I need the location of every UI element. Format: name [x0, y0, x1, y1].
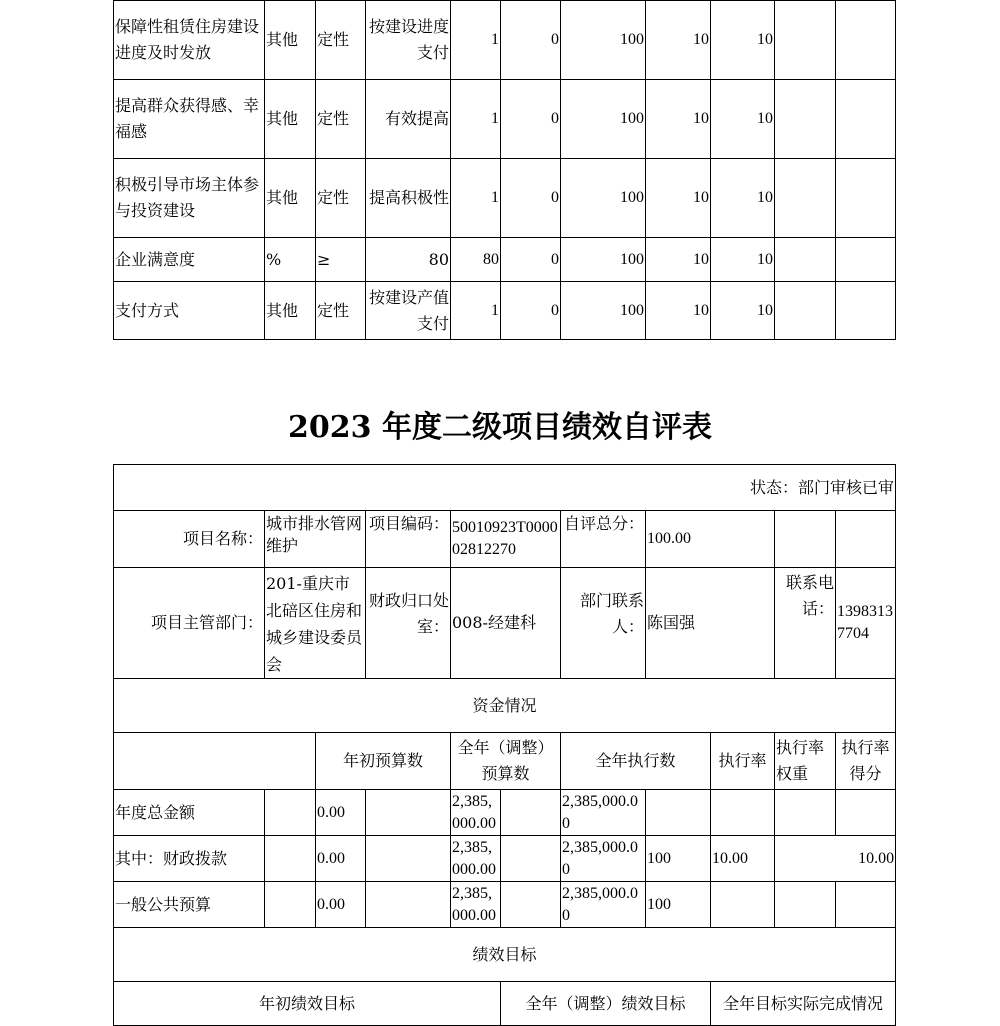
indicator-row: [114, 282, 896, 340]
finance-dept: 008-经建科: [451, 568, 561, 679]
funds-executed: 2,385,000.00: [561, 882, 646, 928]
empty-cell: [775, 159, 836, 238]
empty-cell: [836, 80, 896, 159]
value-b-cell: 0: [501, 238, 561, 282]
operator-cell: 定性: [316, 159, 366, 238]
contact-label: 部门联系人：: [561, 568, 646, 679]
final-score-cell: 10: [711, 159, 775, 238]
dept-name: 201-重庆市北碚区住房和城乡建设委员会: [265, 568, 366, 679]
target-cell: 80: [366, 238, 451, 282]
project-name-label: 项目名称：: [114, 511, 265, 568]
value-a-cell: 80: [451, 238, 501, 282]
funds-weight: [711, 882, 775, 928]
indicator-row: [114, 159, 896, 238]
self-score: 100.00: [646, 511, 775, 568]
target-cell: 按建设进度支付: [366, 1, 451, 80]
operator-cell: ≥: [316, 238, 366, 282]
indicator-row: [114, 238, 896, 282]
final-score-cell: 10: [711, 238, 775, 282]
funds-initial: 0.00: [316, 882, 366, 928]
status-label: 状态：部门审核已审: [114, 465, 896, 511]
funds-header-rate: 执行率: [711, 733, 775, 790]
score-cell: 10: [646, 1, 711, 80]
funds-row-label: 其中：财政拨款: [114, 836, 265, 882]
contact-name: 陈国强: [646, 568, 775, 679]
unit-cell: 其他: [265, 282, 316, 340]
score-cell: 10: [646, 80, 711, 159]
operator-cell: 定性: [316, 1, 366, 80]
funds-weight: [711, 790, 775, 836]
empty-cell: [836, 159, 896, 238]
score-cell: 10: [646, 159, 711, 238]
value-a-cell: 1: [451, 80, 501, 159]
funds-score: [775, 882, 836, 928]
self-score-label: 自评总分：: [561, 511, 646, 568]
funds-initial: 0.00: [316, 836, 366, 882]
empty-cell: [775, 80, 836, 159]
empty-cell: [836, 282, 896, 340]
empty-cell: [836, 238, 896, 282]
unit-cell: 其他: [265, 159, 316, 238]
funds-row-label: 年度总金额: [114, 790, 265, 836]
project-name: 城市排水管网维护: [265, 511, 366, 568]
empty-cell: [775, 282, 836, 340]
final-score-cell: 10: [711, 282, 775, 340]
funds-adjusted: 2,385,000.00: [451, 790, 501, 836]
value-b-cell: 0: [501, 282, 561, 340]
weight-cell: 100: [561, 159, 646, 238]
target-cell: 提高积极性: [366, 159, 451, 238]
value-a-cell: 1: [451, 159, 501, 238]
funds-executed: 2,385,000.00: [561, 790, 646, 836]
perf-header-initial: 年初绩效目标: [114, 982, 501, 1026]
funds-initial: 0.00: [316, 790, 366, 836]
empty-cell: [775, 1, 836, 80]
empty-cell: [836, 1, 896, 80]
funds-header-initial: 年初预算数: [316, 733, 451, 790]
project-code: 50010923T000002812270: [451, 511, 561, 568]
phone-label: 联系电话：: [775, 568, 836, 679]
funds-header-adjusted: 全年（调整）预算数: [451, 733, 561, 790]
unit-cell: %: [265, 238, 316, 282]
weight-cell: 100: [561, 80, 646, 159]
indicator-cell: 支付方式: [114, 282, 265, 340]
funds-row-label: 一般公共预算: [114, 882, 265, 928]
target-cell: 有效提高: [366, 80, 451, 159]
funds-adjusted: 2,385,000.00: [451, 836, 501, 882]
weight-cell: 100: [561, 1, 646, 80]
indicator-cell: 提高群众获得感、幸福感: [114, 80, 265, 159]
page-title: 2023 年度二级项目绩效自评表: [288, 410, 712, 445]
value-b-cell: 0: [501, 1, 561, 80]
indicator-cell: 积极引导市场主体参与投资建设: [114, 159, 265, 238]
indicator-table: [113, 0, 896, 340]
funds-rate: 100: [646, 882, 711, 928]
funds-header-weight: 执行率权重: [775, 733, 836, 790]
phone-number: 13983137704: [836, 568, 896, 679]
indicator-row: [114, 80, 896, 159]
funds-header-executed: 全年执行数: [561, 733, 711, 790]
empty-cell: [775, 238, 836, 282]
final-score-cell: 10: [711, 80, 775, 159]
funds-header-score: 执行率得分: [836, 733, 896, 790]
unit-cell: 其他: [265, 1, 316, 80]
value-a-cell: 1: [451, 282, 501, 340]
funds-rate: [646, 790, 711, 836]
project-code-label: 项目编码：: [366, 511, 451, 568]
weight-cell: 100: [561, 238, 646, 282]
funds-executed: 2,385,000.00: [561, 836, 646, 882]
score-cell: 10: [646, 282, 711, 340]
finance-dept-label: 财政归口处室：: [366, 568, 451, 679]
perf-header-actual: 全年目标实际完成情况: [711, 982, 896, 1026]
perf-header-adjusted: 全年（调整）绩效目标: [501, 982, 711, 1026]
score-cell: 10: [646, 238, 711, 282]
weight-cell: 100: [561, 282, 646, 340]
funds-weight: 10.00: [711, 836, 775, 882]
indicator-row: [114, 1, 896, 80]
funds-adjusted: 2,385,000.00: [451, 882, 501, 928]
indicator-cell: 企业满意度: [114, 238, 265, 282]
value-a-cell: 1: [451, 1, 501, 80]
funds-score: [775, 790, 836, 836]
funds-score: 10.00: [775, 836, 896, 882]
funds-rate: 100: [646, 836, 711, 882]
evaluation-table: [113, 464, 896, 1026]
final-score-cell: 10: [711, 1, 775, 80]
unit-cell: 其他: [265, 80, 316, 159]
operator-cell: 定性: [316, 282, 366, 340]
operator-cell: 定性: [316, 80, 366, 159]
target-cell: 按建设产值支付: [366, 282, 451, 340]
value-b-cell: 0: [501, 159, 561, 238]
dept-label: 项目主管部门：: [114, 568, 265, 679]
performance-section-title: 绩效目标: [114, 928, 896, 982]
indicator-cell: 保障性租赁住房建设进度及时发放: [114, 1, 265, 80]
funds-section-title: 资金情况: [114, 679, 896, 733]
value-b-cell: 0: [501, 80, 561, 159]
